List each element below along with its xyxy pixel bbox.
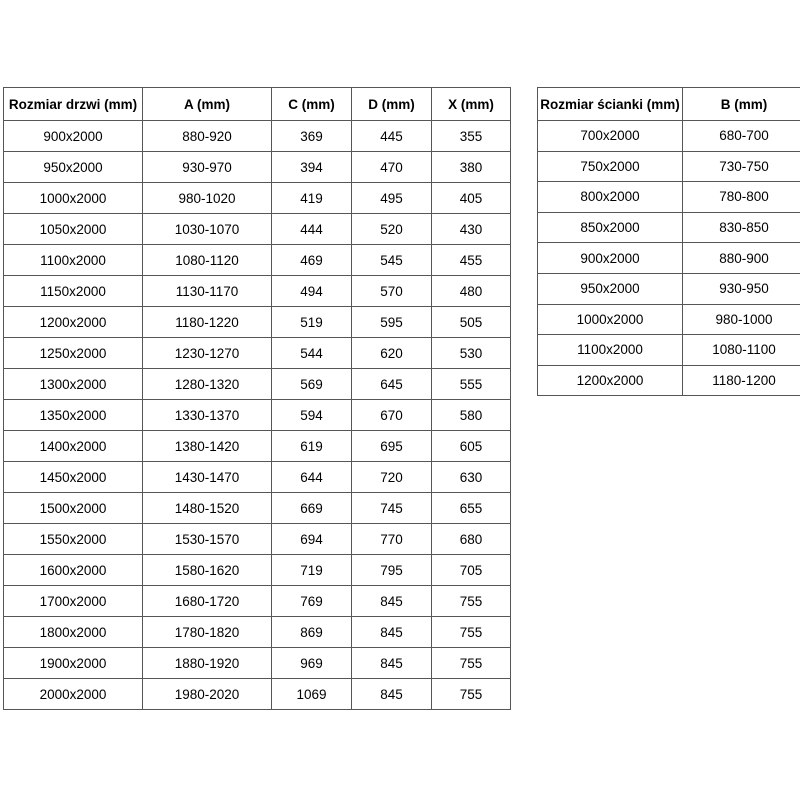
table-cell: 520 xyxy=(352,214,432,245)
table-cell: 1100x2000 xyxy=(538,335,683,366)
table-cell: 1480-1520 xyxy=(143,493,272,524)
table-cell: 1500x2000 xyxy=(4,493,143,524)
table-cell: 1230-1270 xyxy=(143,338,272,369)
table-cell: 755 xyxy=(432,586,511,617)
table-cell: 1069 xyxy=(272,679,352,710)
table-cell: 594 xyxy=(272,400,352,431)
table-cell: 1700x2000 xyxy=(4,586,143,617)
table-cell: 519 xyxy=(272,307,352,338)
table-cell: 545 xyxy=(352,245,432,276)
table-cell: 505 xyxy=(432,307,511,338)
table-cell: 1600x2000 xyxy=(4,555,143,586)
table-cell: 1130-1170 xyxy=(143,276,272,307)
table-cell: 555 xyxy=(432,369,511,400)
table-cell: 445 xyxy=(352,121,432,152)
table-row xyxy=(4,214,511,245)
table-row xyxy=(4,462,511,493)
table-cell: 1180-1200 xyxy=(683,365,800,396)
table-cell: 795 xyxy=(352,555,432,586)
table-cell: 470 xyxy=(352,152,432,183)
table-cell: 1050x2000 xyxy=(4,214,143,245)
table-row xyxy=(4,276,511,307)
table-cell: 1580-1620 xyxy=(143,555,272,586)
table-cell: 880-920 xyxy=(143,121,272,152)
table-cell: 444 xyxy=(272,214,352,245)
table-cell: 700x2000 xyxy=(538,121,683,152)
table-row xyxy=(4,586,511,617)
table-row xyxy=(538,273,800,304)
column-header: Rozmiar drzwi (mm) xyxy=(4,88,143,121)
table-cell: 850x2000 xyxy=(538,212,683,243)
table-cell: 755 xyxy=(432,617,511,648)
table-cell: 419 xyxy=(272,183,352,214)
table-cell: 1450x2000 xyxy=(4,462,143,493)
table-cell: 1000x2000 xyxy=(4,183,143,214)
table-cell: 644 xyxy=(272,462,352,493)
table-cell: 930-970 xyxy=(143,152,272,183)
table-row xyxy=(4,617,511,648)
table-row xyxy=(4,245,511,276)
table-cell: 1680-1720 xyxy=(143,586,272,617)
table-cell: 1530-1570 xyxy=(143,524,272,555)
table-row xyxy=(538,121,800,152)
table-cell: 845 xyxy=(352,679,432,710)
table-cell: 1280-1320 xyxy=(143,369,272,400)
table-cell: 1080-1100 xyxy=(683,335,800,366)
table-cell: 730-750 xyxy=(683,151,800,182)
table-cell: 1250x2000 xyxy=(4,338,143,369)
table-cell: 355 xyxy=(432,121,511,152)
column-header: A (mm) xyxy=(143,88,272,121)
table-cell: 720 xyxy=(352,462,432,493)
table-cell: 900x2000 xyxy=(538,243,683,274)
table-row xyxy=(538,243,800,274)
table-cell: 780-800 xyxy=(683,182,800,213)
table-row xyxy=(4,183,511,214)
table-cell: 570 xyxy=(352,276,432,307)
table-cell: 405 xyxy=(432,183,511,214)
table-cell: 1800x2000 xyxy=(4,617,143,648)
table-cell: 1900x2000 xyxy=(4,648,143,679)
column-header: C (mm) xyxy=(272,88,352,121)
table-cell: 2000x2000 xyxy=(4,679,143,710)
table-cell: 469 xyxy=(272,245,352,276)
table-cell: 969 xyxy=(272,648,352,679)
table-cell: 494 xyxy=(272,276,352,307)
table-cell: 980-1020 xyxy=(143,183,272,214)
table-row xyxy=(4,679,511,710)
table-cell: 980-1000 xyxy=(683,304,800,335)
table-cell: 1380-1420 xyxy=(143,431,272,462)
table-cell: 719 xyxy=(272,555,352,586)
table-cell: 869 xyxy=(272,617,352,648)
column-header: B (mm) xyxy=(683,88,800,121)
table-cell: 1200x2000 xyxy=(4,307,143,338)
table-row xyxy=(538,365,800,396)
table-cell: 1080-1120 xyxy=(143,245,272,276)
table-row xyxy=(538,151,800,182)
table-cell: 544 xyxy=(272,338,352,369)
table-cell: 670 xyxy=(352,400,432,431)
table-cell: 755 xyxy=(432,648,511,679)
table-row xyxy=(4,524,511,555)
wall-panel-size-table xyxy=(537,87,800,396)
table-cell: 900x2000 xyxy=(4,121,143,152)
header-row xyxy=(538,88,800,121)
table-cell: 605 xyxy=(432,431,511,462)
table-cell: 1200x2000 xyxy=(538,365,683,396)
table-row xyxy=(4,369,511,400)
table-cell: 619 xyxy=(272,431,352,462)
header-row xyxy=(4,88,511,121)
table-cell: 705 xyxy=(432,555,511,586)
table-row xyxy=(538,335,800,366)
table-cell: 655 xyxy=(432,493,511,524)
table-cell: 1330-1370 xyxy=(143,400,272,431)
table-row xyxy=(4,648,511,679)
table-cell: 1100x2000 xyxy=(4,245,143,276)
table-cell: 430 xyxy=(432,214,511,245)
table-cell: 1550x2000 xyxy=(4,524,143,555)
table-cell: 1150x2000 xyxy=(4,276,143,307)
table-cell: 769 xyxy=(272,586,352,617)
table-cell: 680 xyxy=(432,524,511,555)
table-cell: 394 xyxy=(272,152,352,183)
table-cell: 950x2000 xyxy=(538,273,683,304)
table-cell: 1350x2000 xyxy=(4,400,143,431)
table-cell: 880-900 xyxy=(683,243,800,274)
table-cell: 950x2000 xyxy=(4,152,143,183)
table-cell: 1880-1920 xyxy=(143,648,272,679)
table-cell: 645 xyxy=(352,369,432,400)
door-size-table xyxy=(3,87,511,710)
table-cell: 1980-2020 xyxy=(143,679,272,710)
table-cell: 1180-1220 xyxy=(143,307,272,338)
table-row xyxy=(4,307,511,338)
table-cell: 530 xyxy=(432,338,511,369)
table-cell: 480 xyxy=(432,276,511,307)
table-cell: 630 xyxy=(432,462,511,493)
table-cell: 770 xyxy=(352,524,432,555)
table-row xyxy=(4,493,511,524)
table-cell: 845 xyxy=(352,648,432,679)
table-row xyxy=(4,555,511,586)
table-cell: 830-850 xyxy=(683,212,800,243)
table-cell: 1300x2000 xyxy=(4,369,143,400)
column-header: D (mm) xyxy=(352,88,432,121)
table-cell: 695 xyxy=(352,431,432,462)
table-row xyxy=(4,152,511,183)
column-header: Rozmiar ścianki (mm) xyxy=(538,88,683,121)
column-header: X (mm) xyxy=(432,88,511,121)
table-cell: 369 xyxy=(272,121,352,152)
table-cell: 750x2000 xyxy=(538,151,683,182)
table-cell: 495 xyxy=(352,183,432,214)
table-cell: 580 xyxy=(432,400,511,431)
table-cell: 1000x2000 xyxy=(538,304,683,335)
table-cell: 800x2000 xyxy=(538,182,683,213)
table-row xyxy=(4,400,511,431)
table-cell: 620 xyxy=(352,338,432,369)
table-row xyxy=(538,212,800,243)
table-row xyxy=(4,338,511,369)
table-cell: 694 xyxy=(272,524,352,555)
table-cell: 1030-1070 xyxy=(143,214,272,245)
table-cell: 1430-1470 xyxy=(143,462,272,493)
table-row xyxy=(538,182,800,213)
table-cell: 755 xyxy=(432,679,511,710)
table-row xyxy=(4,121,511,152)
table-cell: 930-950 xyxy=(683,273,800,304)
table-cell: 745 xyxy=(352,493,432,524)
table-cell: 455 xyxy=(432,245,511,276)
table-cell: 845 xyxy=(352,617,432,648)
table-cell: 1780-1820 xyxy=(143,617,272,648)
table-cell: 595 xyxy=(352,307,432,338)
table-cell: 380 xyxy=(432,152,511,183)
table-cell: 1400x2000 xyxy=(4,431,143,462)
table-row xyxy=(4,431,511,462)
table-cell: 845 xyxy=(352,586,432,617)
table-cell: 569 xyxy=(272,369,352,400)
table-row xyxy=(538,304,800,335)
table-cell: 680-700 xyxy=(683,121,800,152)
table-cell: 669 xyxy=(272,493,352,524)
